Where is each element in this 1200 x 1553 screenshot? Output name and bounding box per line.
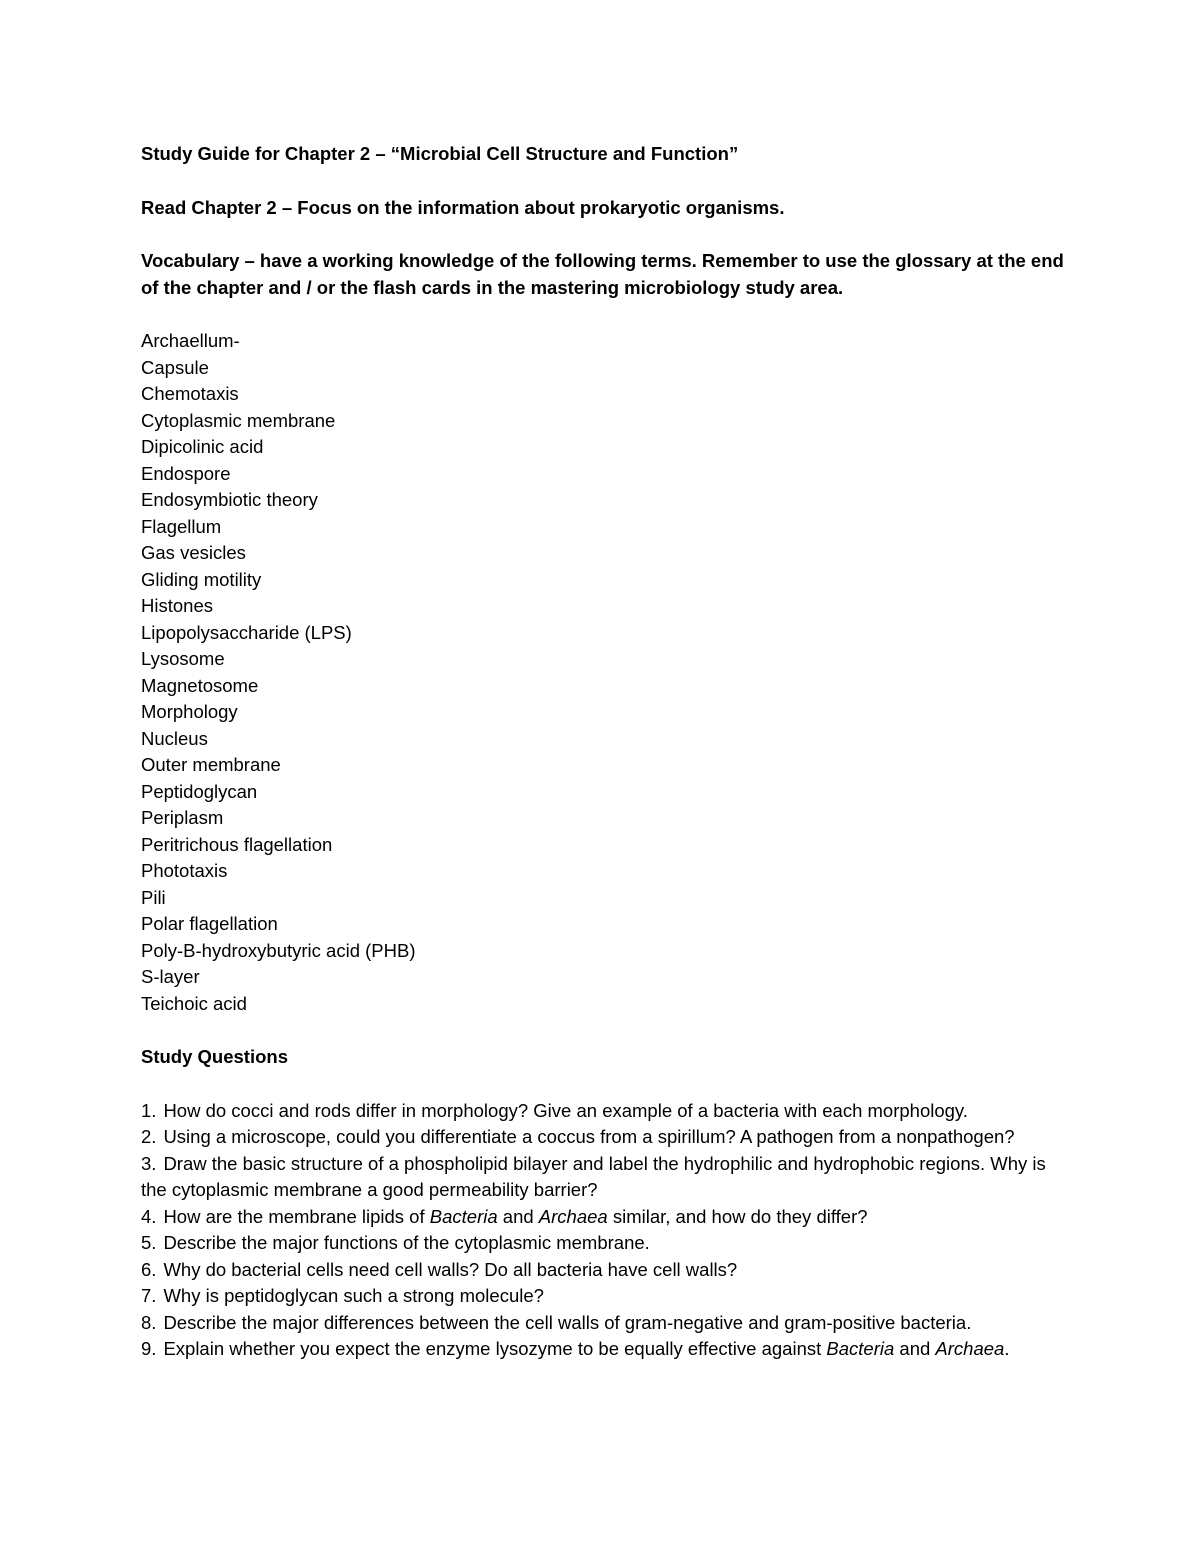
vocabulary-term: Periplasm xyxy=(141,807,224,828)
question-text: How are the membrane lipids of xyxy=(163,1205,430,1227)
question-text: Using a microscope, could you differentiate a coccus from a spirillum? A pathogen from a nonpathogen? xyxy=(163,1126,1015,1147)
question-text: Describe the major differences between the cell walls of gram-negative and gram-positive bacteria. xyxy=(163,1311,972,1333)
vocabulary-term: Cytoplasmic membrane xyxy=(141,409,336,431)
question-text: and xyxy=(894,1338,936,1359)
vocabulary-term: Lipopolysaccharide (LPS) xyxy=(141,621,352,643)
study-question xyxy=(141,1257,1071,1284)
vocabulary-list xyxy=(141,328,1071,1017)
study-question xyxy=(141,1204,1071,1231)
document-page xyxy=(141,141,1071,1363)
study-question xyxy=(141,1098,1071,1125)
vocabulary-term: Lysosome xyxy=(141,648,225,669)
vocabulary-term: Endospore xyxy=(141,462,231,484)
question-text: Draw the basic structure of a phospholipid bilayer and label the hydrophilic and hydrophobic regions. Why is the cytoplasmic membrane a good permeability barrier? xyxy=(141,1152,1046,1200)
question-number: 2. xyxy=(141,1126,157,1147)
vocabulary-term: Pili xyxy=(141,886,166,908)
vocabulary-term: Dipicolinic acid xyxy=(141,436,264,457)
question-text: How do cocci and rods differ in morphology? Give an example of a bacteria with each morphology. xyxy=(163,1099,968,1121)
spacer xyxy=(141,221,1071,248)
question-number: 8. xyxy=(141,1311,157,1333)
question-italic-term: Archaea xyxy=(935,1338,1005,1359)
vocabulary-instruction: Vocabulary – have a working knowledge of the following terms. Remember to use the glossary at the end of the chapter and / or the flash cards in the mastering microbiology study area. xyxy=(141,250,1064,298)
question-number: 4. xyxy=(141,1205,157,1227)
study-question xyxy=(141,1310,1071,1337)
question-number: 1. xyxy=(141,1099,157,1121)
vocabulary-term: Morphology xyxy=(141,701,238,722)
vocabulary-term: Archaellum- xyxy=(141,330,240,351)
question-text: and xyxy=(497,1205,539,1227)
spacer xyxy=(141,1017,1071,1044)
study-question xyxy=(141,1124,1071,1151)
study-questions-list xyxy=(141,1098,1071,1363)
question-text: Explain whether you expect the enzyme lysozyme to be equally effective against xyxy=(163,1338,827,1359)
vocabulary-term: Magnetosome xyxy=(141,674,259,696)
vocabulary-term: Teichoic acid xyxy=(141,992,247,1014)
vocabulary-term: Peptidoglycan xyxy=(141,780,258,802)
question-text: Why do bacterial cells need cell walls? Do all bacteria have cell walls? xyxy=(163,1258,738,1280)
question-number: 3. xyxy=(141,1152,157,1174)
question-number: 6. xyxy=(141,1258,157,1280)
spacer xyxy=(141,301,1071,328)
vocabulary-term: Outer membrane xyxy=(141,754,281,775)
vocabulary-term: Gas vesicles xyxy=(141,542,246,563)
question-number: 7. xyxy=(141,1285,157,1306)
vocabulary-term: Poly-B-hydroxybutyric acid (PHB) xyxy=(141,939,416,961)
question-text: Describe the major functions of the cytoplasmic membrane. xyxy=(163,1232,650,1253)
question-number: 9. xyxy=(141,1338,157,1359)
vocabulary-term: Histones xyxy=(141,595,213,616)
spacer xyxy=(141,168,1071,195)
study-question xyxy=(141,1230,1071,1257)
vocabulary-term: Phototaxis xyxy=(141,860,228,881)
vocabulary-term: Gliding motility xyxy=(141,568,262,590)
question-text: similar, and how do they differ? xyxy=(607,1205,868,1227)
study-question xyxy=(141,1151,1071,1204)
vocabulary-term: Flagellum xyxy=(141,515,222,537)
question-text: Why is peptidoglycan such a strong molecule? xyxy=(163,1285,544,1306)
vocabulary-term: Polar flagellation xyxy=(141,913,278,934)
question-italic-term: Bacteria xyxy=(429,1205,498,1227)
spacer xyxy=(141,1071,1071,1098)
vocabulary-term: Endosymbiotic theory xyxy=(141,489,318,510)
vocabulary-term: Capsule xyxy=(141,356,209,378)
question-number: 5. xyxy=(141,1232,157,1253)
question-text: . xyxy=(1004,1338,1010,1359)
question-italic-term: Bacteria xyxy=(826,1338,895,1359)
vocabulary-term: S-layer xyxy=(141,966,200,987)
read-instruction: Read Chapter 2 – Focus on the information about prokaryotic organisms. xyxy=(141,196,785,218)
vocabulary-term: Nucleus xyxy=(141,727,208,749)
question-italic-term: Archaea xyxy=(538,1205,608,1227)
document-title: Study Guide for Chapter 2 – “Microbial Cell Structure and Function” xyxy=(141,143,739,164)
vocabulary-term: Chemotaxis xyxy=(141,383,239,404)
study-question xyxy=(141,1336,1071,1363)
study-question xyxy=(141,1283,1071,1310)
vocabulary-term: Peritrichous flagellation xyxy=(141,833,333,855)
study-questions-heading: Study Questions xyxy=(141,1046,288,1067)
